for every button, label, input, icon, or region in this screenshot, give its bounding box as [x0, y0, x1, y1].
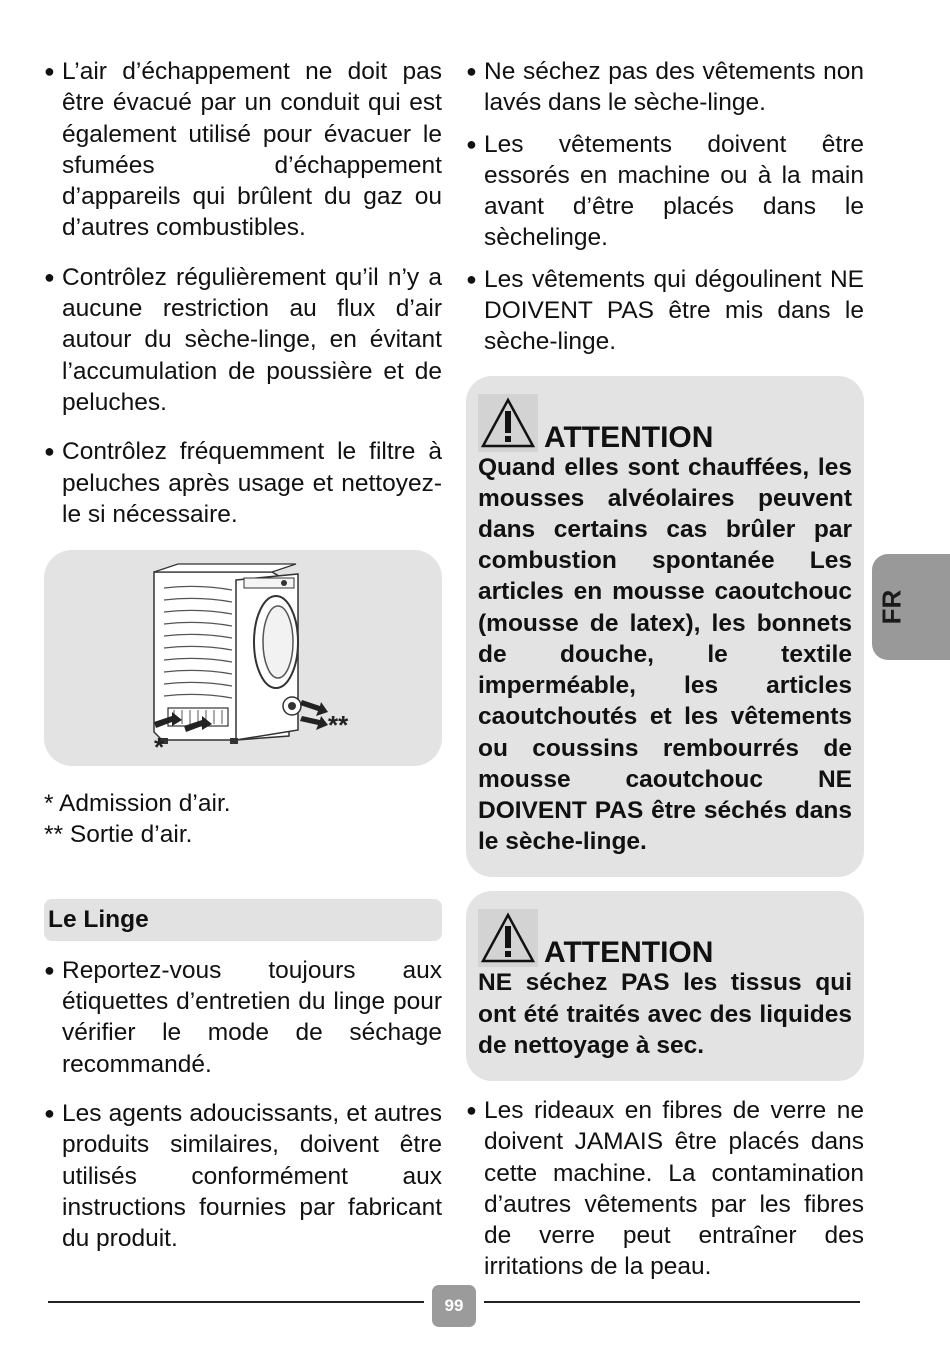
attention-title: ATTENTION: [544, 936, 714, 970]
bullet-text: Les vêtements doivent être essorés en machine ou à la main avant d’être placés dans le sèchelinge.: [484, 130, 864, 252]
attention-box-foam: [466, 376, 864, 878]
bullet-lint-filter: [44, 436, 442, 530]
note-air-intake: * Admission d’air.: [44, 790, 231, 818]
left-column: [44, 56, 442, 1272]
bullet-fiberglass: [466, 1095, 864, 1283]
attention-header: [478, 901, 852, 970]
page-number: 99: [432, 1285, 476, 1327]
attention-text: Quand elles sont chauffées, les mousses alvéolaires peuvent dans certains cas brûler par combustion spontanée Les articles en mousse caoutchouc (mousse de latex), les bonnets de douche, le textile imperméable, les articles caoutchoutés et les vêtements ou coussins rembourrés de mousse caoutchouc NE DOIVENT PAS être séchés dans le sèche-linge.: [478, 453, 852, 856]
bullet-dot: ●: [466, 268, 477, 289]
bullet-dripping: [466, 264, 864, 358]
bullet-exhaust-air: [44, 56, 442, 244]
bullet-spin-dried: [466, 129, 864, 254]
attention-title: ATTENTION: [544, 420, 714, 454]
bullet-dot: ●: [44, 61, 55, 81]
bullet-text: Contrôlez régulièrement qu’il n’y a aucune restriction au flux d’air autour du sèche-linge, en évitant l’accumulation de poussière et de peluches.: [62, 263, 442, 416]
bullet-airflow-check: [44, 262, 442, 418]
footer-rule-left: [48, 1301, 424, 1303]
bullet-softeners: [44, 1098, 442, 1254]
dryer-illustration: [44, 550, 442, 766]
footer-rule-right: [484, 1301, 860, 1303]
bullet-dot: ●: [44, 441, 55, 462]
bullet-unwashed: [466, 56, 864, 119]
intake-marker: *: [154, 732, 165, 763]
right-column: [466, 56, 864, 1301]
bullet-dot: ●: [466, 61, 477, 81]
section-heading: Le Linge: [44, 899, 442, 941]
attention-header: [478, 386, 852, 452]
warning-triangle-icon: [478, 909, 538, 967]
bullet-dot: ●: [44, 1102, 55, 1123]
bullet-dot: ●: [466, 1099, 477, 1120]
bullet-dot: ●: [44, 959, 55, 980]
exhaust-marker: **: [328, 710, 349, 741]
bullet-text: Les agents adoucissants, et autres produits similaires, doivent être utilisés conformément aux instructions fournies par fabricant du produit.: [62, 1099, 442, 1253]
warning-triangle-icon: [478, 394, 538, 452]
dryer-airflow-diagram: [44, 550, 442, 766]
bullet-text: Ne séchez pas des vêtements non lavés dans le sèche-linge.: [484, 58, 864, 117]
language-tab: [872, 554, 950, 660]
bullet-dot: ●: [44, 266, 55, 287]
attention-box-dry-cleaning: [466, 891, 864, 1081]
bullet-text: Reportez-vous toujours aux étiquettes d’entretien du linge pour vérifier le mode de séchage recommandé.: [62, 956, 442, 1078]
figure-legend: [44, 788, 442, 851]
bullet-text: Contrôlez fréquemment le filtre à peluches après usage et nettoyez-le si nécessaire.: [62, 438, 442, 528]
note-air-outlet: ** Sortie d’air.: [44, 821, 193, 849]
language-tab-label: FR: [876, 589, 907, 625]
bullet-text: Les rideaux en fibres de verre ne doivent JAMAIS être placés dans cette machine. La contamination d’autres vêtements par les fibres de verre peut entraîner des irritations de la peau.: [484, 1096, 864, 1281]
attention-text: NE séchez PAS les tissus qui ont été traités avec des liquides de nettoyage à sec.: [478, 969, 852, 1059]
bullet-care-labels: [44, 955, 442, 1080]
bullet-text: L’air d’échappement ne doit pas être évacué par un conduit qui est également utilisé pour évacuer le sfumées d’échappement d’appareils qui brûlent du gaz ou d’autres combustibles.: [62, 58, 442, 242]
bullet-text: Les vêtements qui dégoulinent NE DOIVENT PAS être mis dans le sèche-linge.: [484, 265, 864, 356]
bullet-dot: ●: [466, 133, 477, 154]
